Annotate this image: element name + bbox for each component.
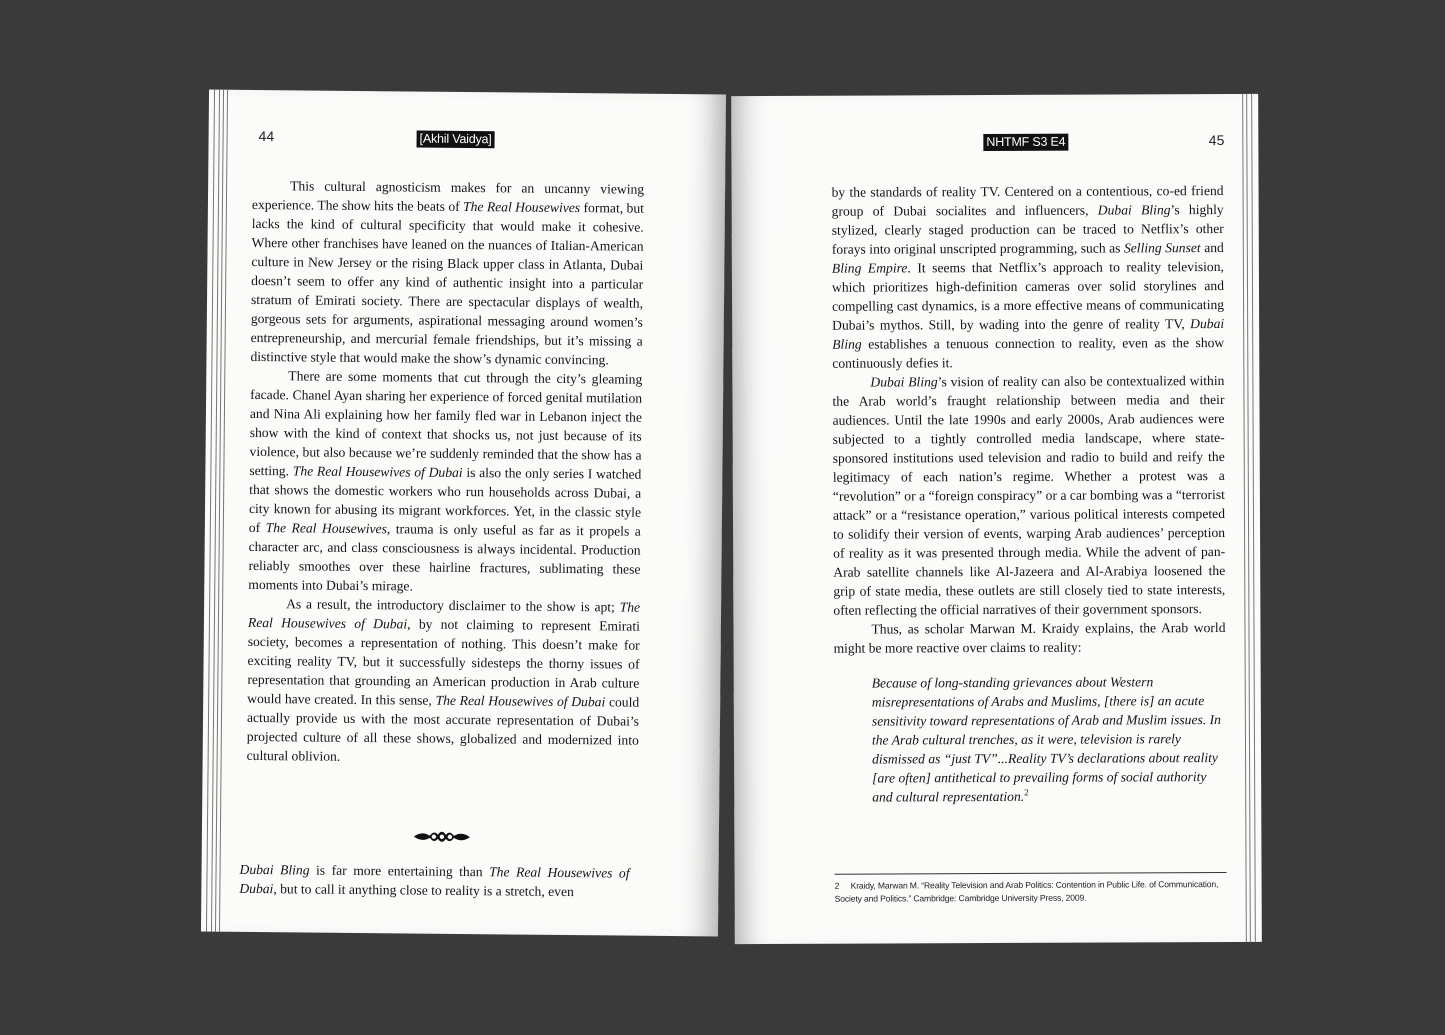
body-text <box>832 181 1227 807</box>
footnote-number: 2 <box>834 880 840 891</box>
running-head: [Akhil Vaidya] <box>417 131 495 149</box>
paragraph: Dubai Bling’s vision of reality can also be contextualized within the Arab world’s fraught relationship between media and their audiences. Until the late 1990s and early 2000s, Arab audiences were subjected to a tightly controlled media landscape, where state-sponsored institutions used television and radio to build and reify the legitimacy of each nation’s regime. Whether a protest was a “revolution” or a “foreign conspiracy” or a car bombing was a “terrorist attack” or a “resistance operation,” various political interests competed to solidify their version of events, warping Arab audiences’ perception of reality as it was presented through media. While the advent of pan-Arab satellite channels like Al-Jazeera and Al-Arabiya loosened the grip of state media, these outlets are still closely tied to state interests, often reflecting the official narratives of their government sponsors. <box>832 373 1226 618</box>
paragraph: Thus, as scholar Marwan M. Kraidy explains, the Arab world might be more reactive over claims to reality: <box>833 620 1226 656</box>
right-page <box>731 94 1262 944</box>
page-number: 44 <box>258 128 275 145</box>
running-head: NHTMF S3 E4 <box>983 134 1068 151</box>
section-opening-text <box>239 860 629 902</box>
paragraph: by the standards of reality TV. Centered on a contentious, co-ed friend group of Dubai socialites and influencers, Dubai Bling’s highly stylized, clearly staged production can be traced to Netflix’s other forays into original unscripted programming, such as Selling Sunset and Bling Empire. It seems that Netflix’s approach to reality television, which prioritizes high-definition cameras over solid storylines and compelling cast dynamics, is a more effective means of communicating Dubai’s mythos. Still, by wading into the genre of reality TV, Dubai Bling establishes a tenuous connection to reality, even as the show continuously defies it. <box>831 183 1225 371</box>
fleuron-ornament-icon <box>412 827 472 848</box>
footnote <box>835 878 1227 906</box>
page-edge-line <box>1251 94 1256 942</box>
left-page <box>201 90 726 937</box>
block-quote: Because of long-standing grievances about Western misrepresentations of Arabs and Muslims, [there is] an acute sensitivity toward representations of Arab and Muslim issues. In the Arab cultural trenches, as it were, television is rarely dismissed as “just TV”...Reality TV’s declarations about reality [are often] antithetical to prevailing forms of social authority and cultural representation.$^2$ <box>871 674 1221 805</box>
paragraph: Dubai Bling is far more entertaining than The Real Housewives of Dubai, but to call it anything close to reality is a stretch, even <box>239 861 630 900</box>
page-edge-line <box>219 90 228 932</box>
footnote-marker[interactable]: 2 <box>1024 787 1029 798</box>
paragraph: This cultural agnosticism makes for an uncanny viewing experience. The show hits the beats of The Real Housewives format, but lacks the kind of cultural specificity that would make it cohesive. Where other franchises have leaned on the nuances of Italian-American culture in New Jersey or the rising Black upper class in Atlanta, Dubai doesn’t seem to offer any kind of authentic insight into a particular stratum of Emirati society. There are spectacular displays of wealth, gorgeous sets for arguments, aspirational messaging around women’s entrepreneurship, and mercurial female friendships, but it’s missing a distinctive style that would make the show’s dynamic convincing. <box>250 178 645 368</box>
body-text <box>247 176 645 769</box>
page-edge-line <box>1246 94 1251 942</box>
page-edge-line <box>206 90 215 932</box>
footnote-text: Kraidy, Marwan M. “Reality Television and Arab Politics: Contention in Public Life. of Communication, Society and Politics.” Cambridge: Cambridge University Press, 2009. <box>834 879 1219 904</box>
paragraph: There are some moments that cut through the city’s gleaming facade. Chanel Ayan sharing her experience of forced genital mutilation and Nina Ali explaining how her family fled war in Lebanon inject the show with the kind of context that shocks us, not just because of its violence, but also because we’re suddenly reminded that the show has a setting. The Real Housewives of Dubai is also the only series I watched that shows the domestic workers who run households across Dubai, a city known for abusing its migrant workforces. Yet, in the classic style of The Real Housewives, trauma is only useful as far as it propels a character arc, and class consciousness is always incidental. Production reliably smoothes over these hairline fractures, sublimating these moments into Dubai’s mirage. <box>248 368 643 594</box>
page-number: 45 <box>1208 132 1225 149</box>
paragraph: As a result, the introductory disclaimer to the show is apt; The Real Housewives of Dubai, by not claiming to represent Emirati society, becomes a representation of nothing. This doesn’t make for exciting reality TV, but it successfully sidesteps the thorny issues of representation that grounding an American production in Arab culture would have created. In this sense, The Real Housewives of Dubai could actually provide us with the most accurate representation of Dubai’s projected culture of all these shows, globalized and modernized into cultural oblivion. <box>246 596 641 764</box>
footnote-rule <box>835 872 1227 875</box>
